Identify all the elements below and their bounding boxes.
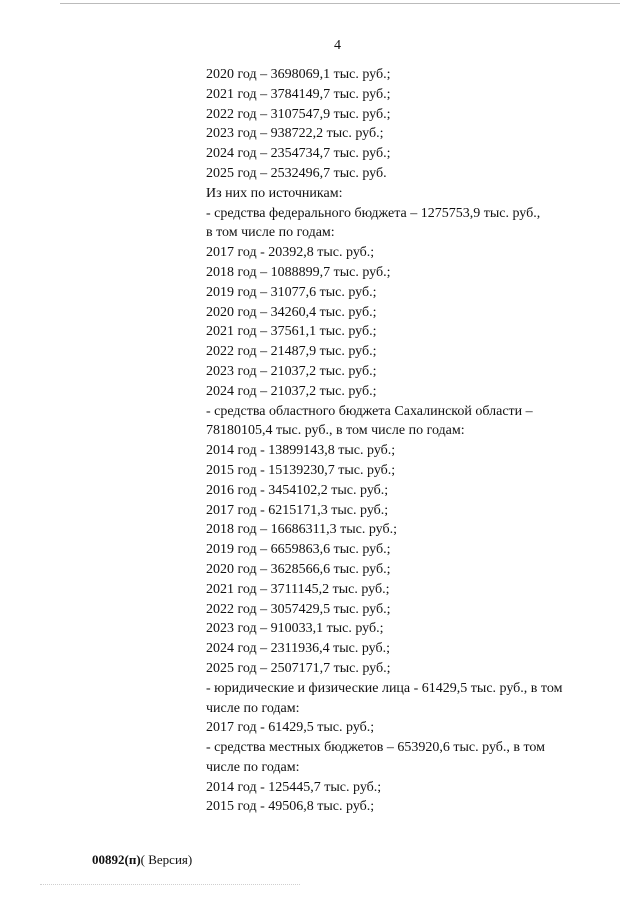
legal-entities-heading <box>206 679 614 699</box>
legal-year-line: 2017 год - 61429,5 тыс. руб.; <box>206 720 375 736</box>
regional-year-line: 2018 год – 16686311,3 тыс. руб.; <box>206 522 397 538</box>
top-scan-rule <box>60 3 620 4</box>
regional-year-line: 2020 год – 3628566,6 тыс. руб.; <box>206 561 391 577</box>
text-line: 2022 год – 3107547,9 тыс. руб.; <box>206 106 391 122</box>
regional-year-line: 2014 год - 13899143,8 тыс. руб.; <box>206 443 396 459</box>
federal-year-line: 2018 год – 1088899,7 тыс. руб.; <box>206 264 391 280</box>
regional-year-line: 2015 год - 15139230,7 тыс. руб.; <box>206 462 396 478</box>
regional-budget-line1: - средства областного бюджета Сахалинской области – <box>206 403 533 419</box>
document-body <box>206 65 614 817</box>
text-line: 2025 год – 2532496,7 тыс. руб. <box>206 165 387 181</box>
regional-budget-heading <box>206 402 614 422</box>
regional-year-line: 2022 год – 3057429,5 тыс. руб.; <box>206 601 391 617</box>
federal-year-line: 2021 год – 37561,1 тыс. руб.; <box>206 324 377 340</box>
federal-budget-line1: - средства федерального бюджета – 1275753,9 тыс. руб., <box>206 205 541 221</box>
bottom-scan-noise <box>40 884 300 885</box>
document-version: ( Версия) <box>140 852 193 867</box>
sources-heading: Из них по источникам: <box>206 185 343 201</box>
regional-year-line: 2023 год – 910033,1 тыс. руб.; <box>206 621 384 637</box>
text-line: 2021 год – 3784149,7 тыс. руб.; <box>206 86 391 102</box>
local-budget-line1: - средства местных бюджетов – 653920,6 тыс. руб., в том <box>206 740 546 756</box>
regional-year-line: 2016 год - 3454102,2 тыс. руб.; <box>206 482 389 498</box>
text-line: 2024 год – 2354734,7 тыс. руб.; <box>206 146 391 162</box>
legal-entities-line2: числе по годам: <box>206 700 300 716</box>
regional-budget-line2: 78180105,4 тыс. руб., в том числе по годам: <box>206 423 465 439</box>
regional-year-line: 2019 год – 6659863,6 тыс. руб.; <box>206 542 391 558</box>
federal-budget-line2: в том числе по годам: <box>206 225 335 241</box>
text-line: 2023 год – 938722,2 тыс. руб.; <box>206 126 384 142</box>
local-budget-heading <box>206 738 614 758</box>
federal-year-line: 2019 год – 31077,6 тыс. руб.; <box>206 284 377 300</box>
document-code: 00892(п) <box>92 852 141 867</box>
regional-year-line: 2025 год – 2507171,7 тыс. руб.; <box>206 660 391 676</box>
regional-year-line: 2017 год - 6215171,3 тыс. руб.; <box>206 502 389 518</box>
text-line: 2020 год – 3698069,1 тыс. руб.; <box>206 67 391 82</box>
federal-year-line: 2022 год – 21487,9 тыс. руб.; <box>206 344 377 360</box>
document-footer <box>92 852 192 868</box>
local-year-line: 2014 год - 125445,7 тыс. руб.; <box>206 779 382 795</box>
local-year-line: 2015 год - 49506,8 тыс. руб.; <box>206 799 375 815</box>
page-number: 4 <box>334 38 341 53</box>
federal-year-line: 2020 год – 34260,4 тыс. руб.; <box>206 304 377 320</box>
regional-year-line: 2024 год – 2311936,4 тыс. руб.; <box>206 641 390 657</box>
legal-entities-line1: - юридические и физические лица - 61429,5 тыс. руб., в том <box>206 680 563 696</box>
federal-budget-heading <box>206 204 614 224</box>
federal-year-line: 2024 год – 21037,2 тыс. руб.; <box>206 383 377 399</box>
regional-year-line: 2021 год – 3711145,2 тыс. руб.; <box>206 581 390 597</box>
federal-year-line: 2017 год - 20392,8 тыс. руб.; <box>206 245 375 261</box>
local-budget-line2: числе по годам: <box>206 759 300 775</box>
federal-year-line: 2023 год – 21037,2 тыс. руб.; <box>206 363 377 379</box>
